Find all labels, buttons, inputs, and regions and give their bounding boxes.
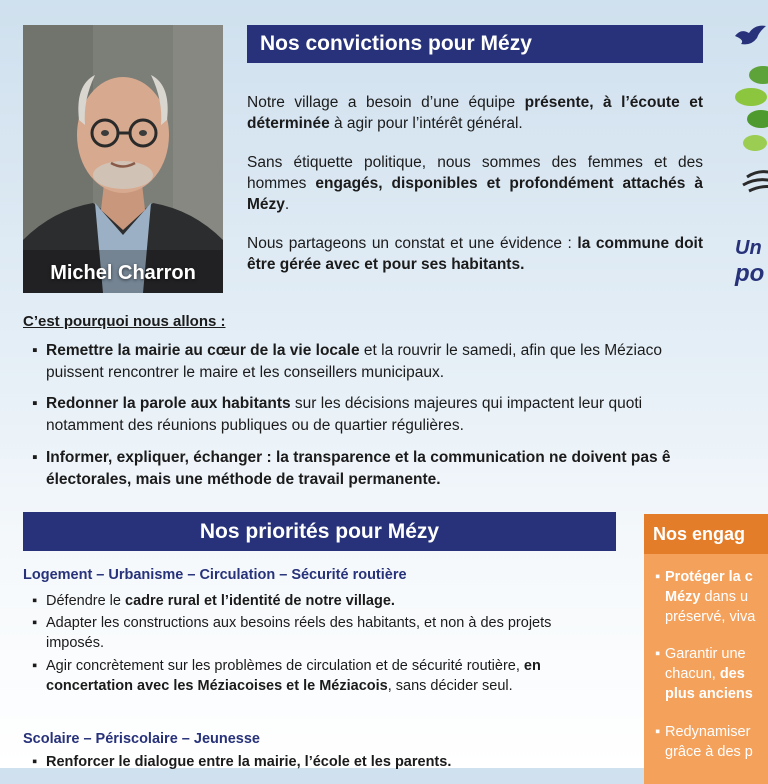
priorities-heading: Nos priorités pour Mézy: [23, 512, 616, 551]
bullet-square-icon: ▪: [32, 615, 38, 631]
bullet-square-icon: ▪: [32, 342, 38, 359]
action-bullet-1: ▪ Remettre la mairie au cœur de la vie locale et la rouvrir le samedi, afin que les Méziaco puissent rencontrer le maire et les conseillers municipaux.: [32, 342, 662, 381]
action-bullet-3: ▪ Informer, expliquer, échanger : la transparence et la communication ne doivent pas ê électorales, mais une méthode de travail permanente.: [32, 449, 671, 488]
priority-item: ▪ Défendre le cadre rural et l’identité de notre village.: [32, 593, 395, 609]
bullet-square-icon: ▪: [655, 646, 661, 662]
priority-item: ▪ Adapter les constructions aux besoins réels des habitants, et non à des projets imposés.: [32, 615, 552, 651]
commitment-item-1: ▪ Protéger la c Mézy dans u préservé, viva: [655, 569, 756, 625]
priority-category-2: Scolaire – Périscolaire – Jeunesse: [23, 731, 260, 747]
candidate-photo: [23, 25, 223, 293]
convictions-heading: Nos convictions pour Mézy: [247, 25, 703, 63]
candidate-name: Michel Charron: [50, 262, 196, 284]
commitments-heading: Nos engag: [644, 514, 768, 554]
priority-item: ▪ Agir concrètement sur les problèmes de circulation et de sécurité routière, en concertation avec les Méziacoises et le Méziacois, sans décider seul.: [32, 658, 541, 694]
bullet-square-icon: ▪: [32, 593, 38, 609]
priority-item: ▪ Renforcer le dialogue entre la mairie, l’école et les parents.: [32, 754, 452, 770]
conviction-paragraph-2: Sans étiquette politique, nous sommes des femmes et des hommes engagés, disponibles et profondément attachés à Mézy.: [247, 154, 704, 213]
slogan-cropped: Un po: [735, 237, 765, 287]
conviction-paragraph-1: Notre village a besoin d’une équipe présente, à l’écoute et déterminée à agir pour l’intérêt général.: [247, 94, 703, 132]
conviction-paragraph-3: Nous partageons un constat et une évidence : la commune doit être gérée avec et pour ses habitants.: [247, 235, 703, 273]
section-intro: C’est pourquoi nous allons :: [23, 313, 226, 330]
bullet-square-icon: ▪: [32, 754, 38, 770]
action-bullet-2: ▪ Redonner la parole aux habitants sur les décisions majeures qui impactent leur quoti notamment des réunions publiques ou de quartier régulières.: [32, 395, 643, 434]
portrait-illustration: [23, 25, 223, 293]
bullet-square-icon: ▪: [655, 724, 661, 740]
bullet-square-icon: ▪: [32, 395, 38, 412]
commitment-item-3: ▪ Redynamiser grâce à des p: [655, 724, 753, 760]
tree-logo-icon: [733, 55, 768, 215]
priority-category-1: Logement – Urbanisme – Circulation – Sécurité routière: [23, 567, 407, 583]
bird-icon: [733, 24, 768, 50]
bullet-square-icon: ▪: [32, 658, 38, 674]
bullet-square-icon: ▪: [32, 449, 38, 466]
commitment-item-2: ▪ Garantir une chacun, des plus anciens: [655, 646, 753, 702]
bullet-square-icon: ▪: [655, 569, 661, 585]
